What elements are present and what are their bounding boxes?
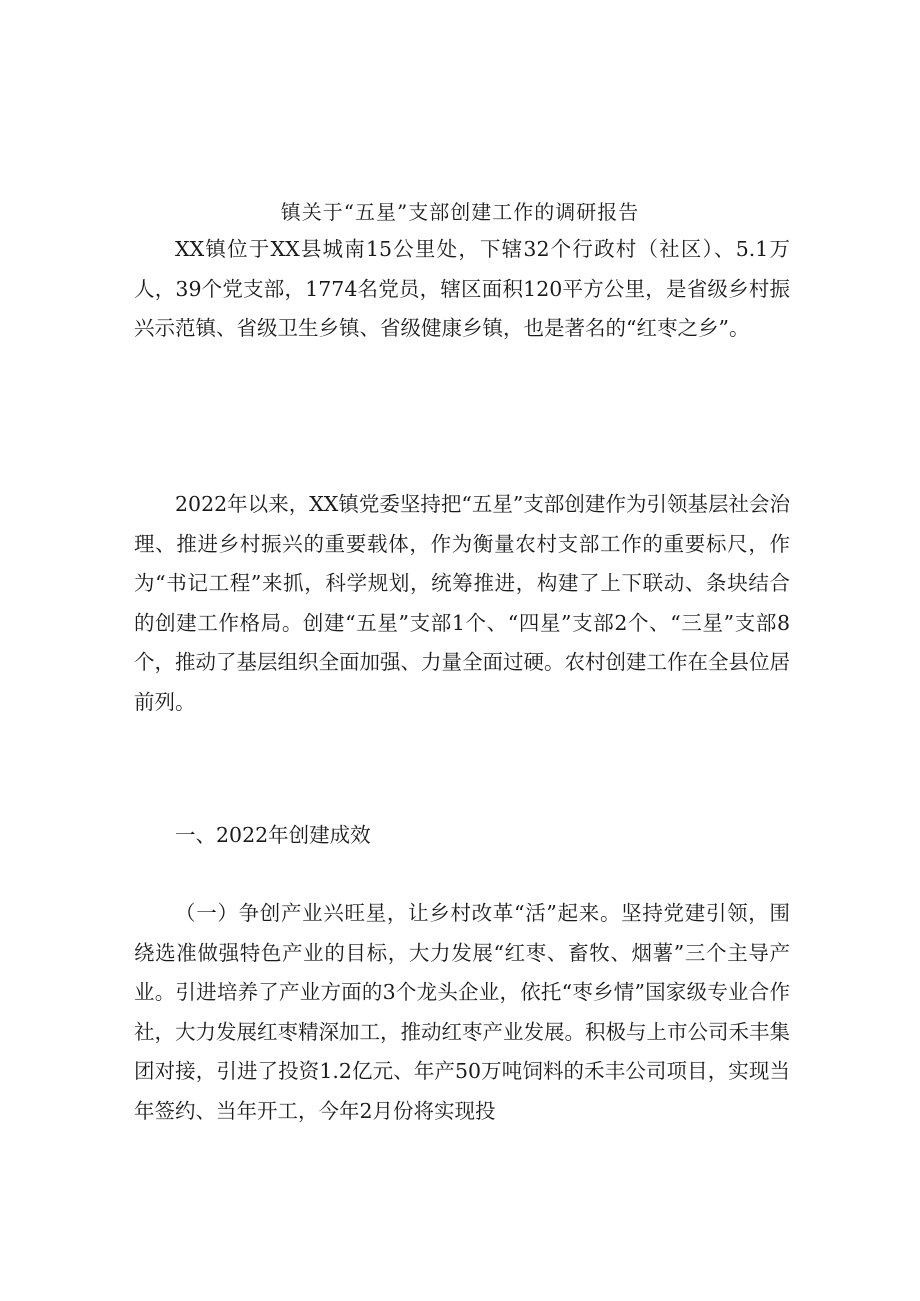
overview-paragraph: 2022年以来，XX镇党委坚持把“五星”支部创建作为引领基层社会治理、推进乡村振兴的重要载体，作为衡量农村支部工作的重要标尺，作为“书记工程”来抓，科学规划，统筹推进，构建了上下联动、条块结合的创建工作格局。创建“五星”支部1个、“四星”支部2个、“三星”支部8个，推动了基层组织全面加强、力量全面过硬。农村创建工作在全县位居前列。 [134, 492, 790, 714]
section-heading: 一、2022年创建成效 [175, 823, 371, 847]
intro-paragraph: XX镇位于XX县城南15公里处，下辖32个行政村（社区）、5.1万人，39个党支部，1774名党员，辖区面积120平方公里，是省级乡村振兴示范镇、省级卫生乡镇、省级健康乡镇，也是著名的“红枣之乡”。 [134, 237, 790, 341]
document-title: 镇关于“五星”支部创建工作的调研报告 [280, 200, 640, 224]
section-paragraph: （一）争创产业兴旺星，让乡村改革“活”起来。坚持党建引领，围绕选准做强特色产业的目标，大力发展“红枣、畜牧、烟薯”三个主导产业。引进培养了产业方面的3个龙头企业，依托“枣乡情”国家级专业合作社，大力发展红枣精深加工，推动红枣产业发展。积极与上市公司禾丰集团对接，引进了投资1.2亿元、年产50万吨饲料的禾丰公司项目，实现当年签约、当年开工，今年2月份将实现投 [134, 901, 790, 1123]
